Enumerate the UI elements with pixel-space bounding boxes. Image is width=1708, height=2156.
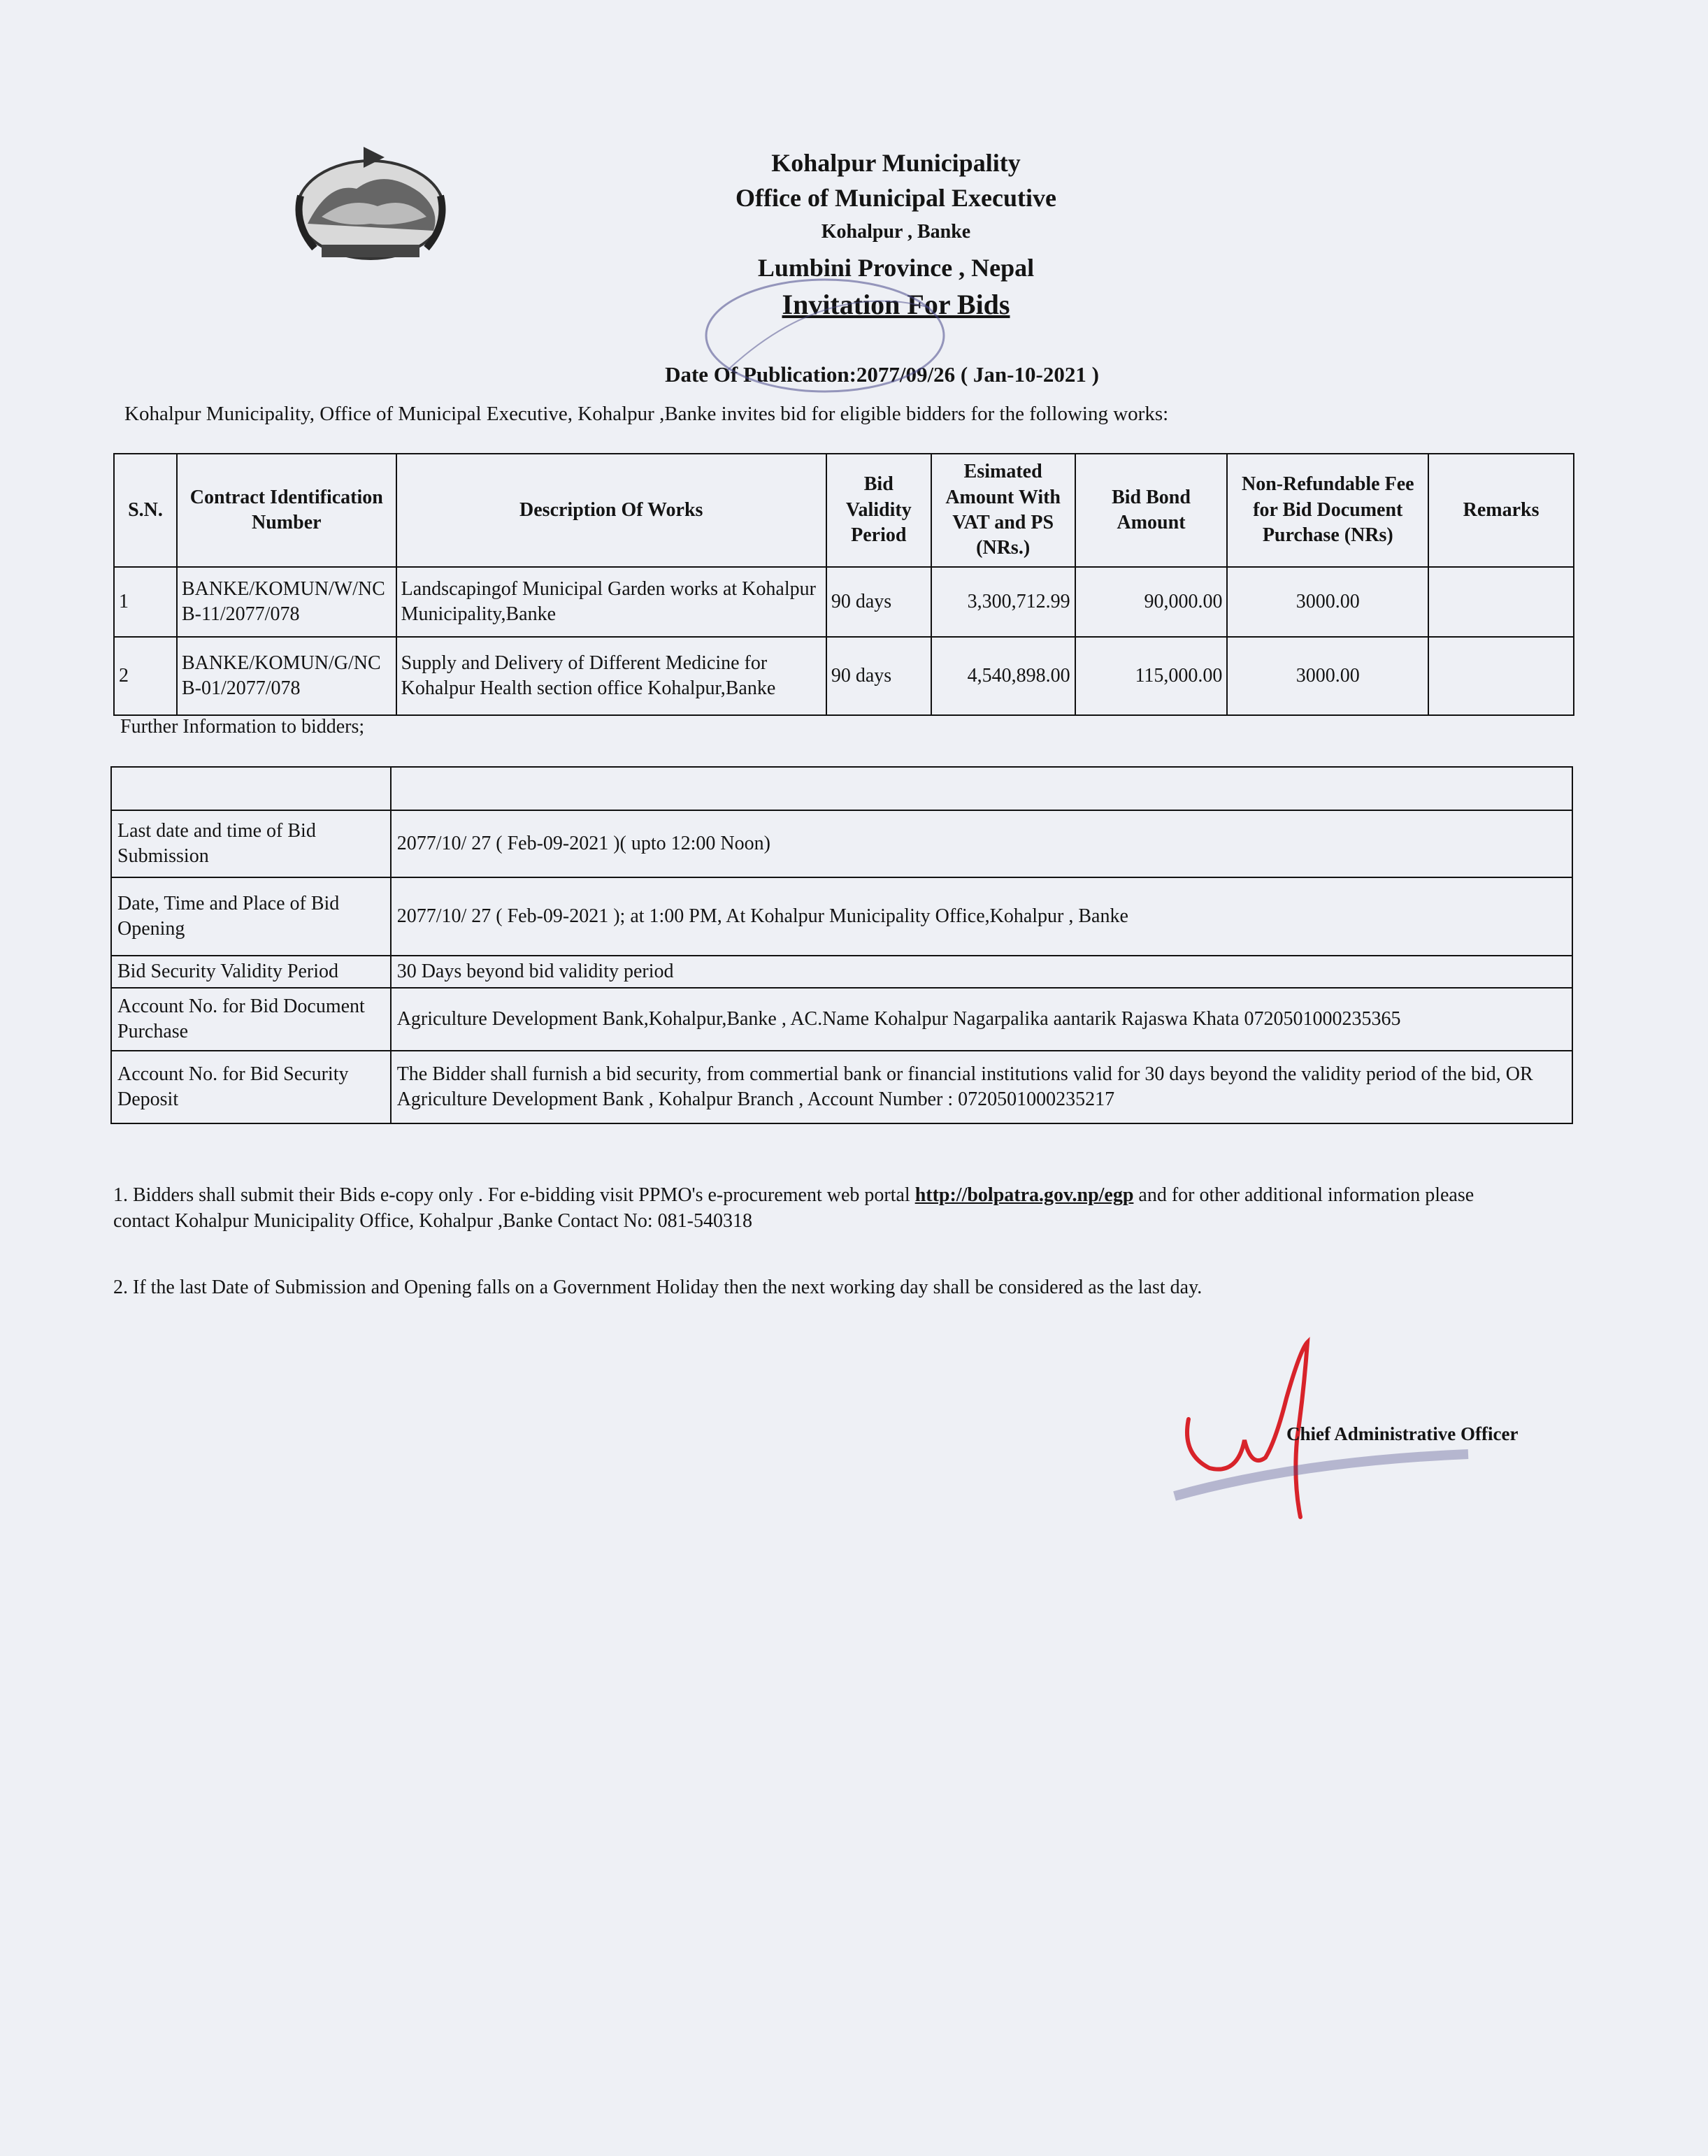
cell-remarks	[1428, 637, 1574, 715]
cell-amount: 3,300,712.99	[931, 567, 1075, 637]
table-row	[114, 637, 1574, 715]
cell-fee: 3000.00	[1227, 567, 1428, 637]
col-description: Description Of Works	[396, 454, 826, 567]
cell-description: Landscapingof Municipal Garden works at Kohalpur Municipality,Banke	[396, 567, 826, 637]
col-remarks: Remarks	[1428, 454, 1574, 567]
cell-sn: 2	[114, 637, 177, 715]
col-bond: Bid Bond Amount	[1075, 454, 1228, 567]
works-table-header	[114, 454, 1574, 567]
egp-portal-link[interactable]: http://bolpatra.gov.np/egp	[914, 1184, 1134, 1206]
header-municipality: Kohalpur Municipality	[771, 149, 1021, 177]
info-value: 30 Days beyond bid validity period	[391, 956, 1572, 988]
table-row	[114, 567, 1574, 637]
cell-contract: BANKE/KOMUN/G/NCB-01/2077/078	[177, 637, 396, 715]
cell-sn: 1	[114, 567, 177, 637]
info-row	[111, 988, 1572, 1051]
info-value: 2077/10/ 27 ( Feb-09-2021 ); at 1:00 PM, At Kohalpur Municipality Office,Kohalpur , Banke	[391, 877, 1572, 956]
cell-bond: 90,000.00	[1075, 567, 1228, 637]
info-value: 2077/10/ 27 ( Feb-09-2021 )( upto 12:00 Noon)	[391, 810, 1572, 877]
info-row	[111, 877, 1572, 956]
office-stamp	[685, 266, 965, 405]
cell-bond: 115,000.00	[1075, 637, 1228, 715]
col-fee: Non-Refundable Fee for Bid Document Purchase (NRs)	[1227, 454, 1428, 567]
note-2: 2. If the last Date of Submission and Opening falls on a Government Holiday then the next working day shall be considered as the last day.	[113, 1277, 1203, 1298]
officer-title: Chief Administrative Officer	[1286, 1423, 1519, 1444]
page-title: Invitation For Bids	[782, 289, 1010, 320]
works-table	[113, 453, 1574, 716]
info-row	[111, 1051, 1572, 1123]
cell-description: Supply and Delivery of Different Medicine for Kohalpur Health section office Kohalpur,Banke	[396, 637, 826, 715]
header-province: Lumbini Province , Nepal	[757, 254, 1035, 282]
info-label: Account No. for Bid Security Deposit	[111, 1051, 391, 1123]
info-row	[111, 810, 1572, 877]
note-1-text: 1. Bidders shall submit their Bids e-copy only . For e-bidding visit PPMO's e-procurement web portal	[113, 1184, 915, 1206]
cell-remarks	[1428, 567, 1574, 637]
header-office: Office of Municipal Executive	[735, 184, 1056, 212]
header-location: Kohalpur , Banke	[821, 221, 971, 243]
info-table-blank-row	[111, 767, 1572, 810]
further-info-label: Further Information to bidders;	[120, 716, 365, 738]
col-validity: Bid Validity Period	[826, 454, 931, 567]
info-value: Agriculture Development Bank,Kohalpur,Banke , AC.Name Kohalpur Nagarpalika aantarik Rajaswa Khata 0720501000235365	[391, 988, 1572, 1051]
cell-amount: 4,540,898.00	[931, 637, 1075, 715]
col-sn: S.N.	[114, 454, 177, 567]
cell-validity: 90 days	[826, 637, 931, 715]
intro-text: Kohalpur Municipality, Office of Municipal Executive, Kohalpur ,Banke invites bid for eligible bidders for the following works:	[124, 403, 1169, 425]
note-1-contact: and for other additional information please contact Kohalpur Municipality Office, Kohalpur ,Banke Contact No: 081-540318	[113, 1184, 1474, 1232]
info-label: Bid Security Validity Period	[111, 956, 391, 988]
info-row	[111, 956, 1572, 988]
cell-validity: 90 days	[826, 567, 931, 637]
col-amount: Esimated Amount With VAT and PS (NRs.)	[931, 454, 1075, 567]
info-value: The Bidder shall furnish a bid security, from commertial bank or financial institutions valid for 30 days beyond the validity period of the bid, OR Agriculture Development Bank , Kohalpur Branch , Account Number : 0720501000235217	[391, 1051, 1572, 1123]
col-contract: Contract Identification Number	[177, 454, 396, 567]
info-label: Last date and time of Bid Submission	[111, 810, 391, 877]
publication-date: Date Of Publication:2077/09/26 ( Jan-10-2021 )	[665, 362, 1099, 387]
cell-contract: BANKE/KOMUN/W/NCB-11/2077/078	[177, 567, 396, 637]
info-label: Date, Time and Place of Bid Opening	[111, 877, 391, 956]
info-table	[110, 766, 1573, 1124]
cell-fee: 3000.00	[1227, 637, 1428, 715]
note-1	[113, 1183, 1512, 1235]
info-label: Account No. for Bid Document Purchase	[111, 988, 391, 1051]
